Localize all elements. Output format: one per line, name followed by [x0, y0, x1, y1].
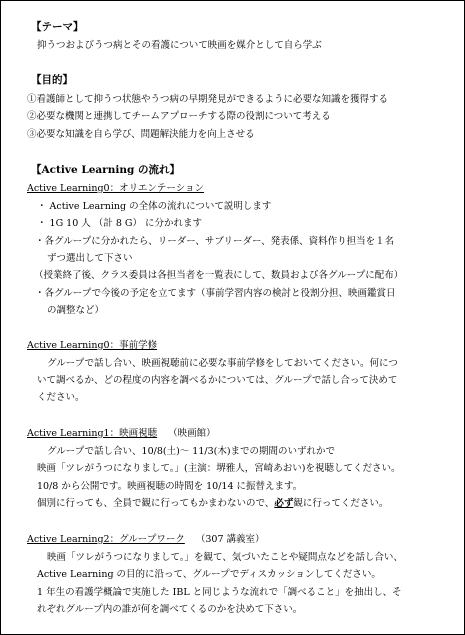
- prestudy-title: Active Learning0：事前学修: [27, 340, 158, 351]
- orientation-line-6: ・各グループで今後の予定を立てます（事前学習内容の検討と役割分担、映画鑑賞日: [35, 288, 396, 299]
- viewing-line-2: 映画「ツレがうつになりまして。」(主演：堺雅人，宮崎あおい)を視聴してください。: [37, 463, 401, 474]
- orientation-line-1: ・ Active Learning の全体の流れについて説明します: [37, 201, 272, 212]
- groupwork-line-3: 1 年生の看護学概論で実施した IBL と同じような流れで「調べること」を抽出し、そ: [37, 587, 402, 598]
- groupwork-line-2: Active Learning の目的に沿って、グループでディスカッションしてください。: [37, 569, 381, 580]
- viewing-line-3: 10/8 から公開です。映画視聴の時間を 10/14 に振替えます。: [37, 481, 303, 492]
- viewing-line-4-before: 個別に行っても、全員で観に行ってもかまわないので、: [37, 498, 275, 509]
- prestudy-line-3: ください。: [37, 392, 85, 403]
- objective-item-3: ③必要な知識を自ら学び、問題解決能力を向上させる: [27, 129, 255, 140]
- viewing-title: Active Learning1：映画視聴: [27, 428, 158, 439]
- flow-heading: 【Active Learning の流れ】: [31, 164, 180, 176]
- groupwork-title-row: [27, 532, 265, 547]
- theme-heading: 【テーマ】: [31, 21, 84, 33]
- orientation-title: Active Learning0：オリエンテーション: [27, 183, 205, 194]
- groupwork-place: （307 講義室）: [195, 534, 265, 545]
- viewing-place: （映画館）: [168, 428, 216, 439]
- viewing-line-1: グループで話し合い、10/8(土)～ 11/3(木)までの期間のいずれかで: [47, 446, 336, 457]
- viewing-title-row: [27, 426, 216, 441]
- objective-item-2: ②必要な機関と連携してチームアプローチする際の役割について考える: [27, 111, 331, 122]
- objective-item-1: ①看護師として抑うつ状態やうつ病の早期発見ができるように必要な知識を獲得する: [27, 94, 389, 105]
- prestudy-line-1: グループで話し合い、映画視聴前に必要な事前学修をしておいてください。何につ: [47, 358, 398, 369]
- prestudy-line-2: いて調べるか、どの程度の内容を調べるかについては、グループで話し合って決めて: [37, 375, 398, 386]
- orientation-line-4: ずつ選出して下さい: [47, 253, 133, 264]
- groupwork-line-4: れぞれグループ内の誰が何を調べてくるのかを決めて下さい。: [37, 604, 303, 615]
- viewing-line-4: [37, 496, 388, 511]
- orientation-line-3: ・各グループに分かれたら、リーダー、サブリーダー、発表係、資料作り担当を１名: [35, 236, 395, 247]
- viewing-line-4-after: 観に行ってください。: [293, 498, 389, 509]
- objectives-heading: 【目的】: [31, 74, 73, 86]
- theme-text: 抑うつおよびうつ病とその看護について映画を媒介として自ら学ぶ: [37, 40, 322, 51]
- groupwork-line-1: 映画「ツレがうつになりまして。」を観て、気づいたことや疑問点などを話し合い、: [47, 552, 403, 563]
- orientation-line-2: ・ 1G 10 人 （計 8 G） に分かれます: [37, 218, 202, 229]
- groupwork-title: Active Learning2：グループワーク: [27, 534, 185, 545]
- viewing-emphasis: 必ず: [274, 498, 294, 509]
- orientation-line-5: （授業終了後、クラス委員は各担当者を一覧表にして、数員および各グループに配布）: [34, 270, 404, 281]
- orientation-line-7: の調整など）: [47, 305, 105, 316]
